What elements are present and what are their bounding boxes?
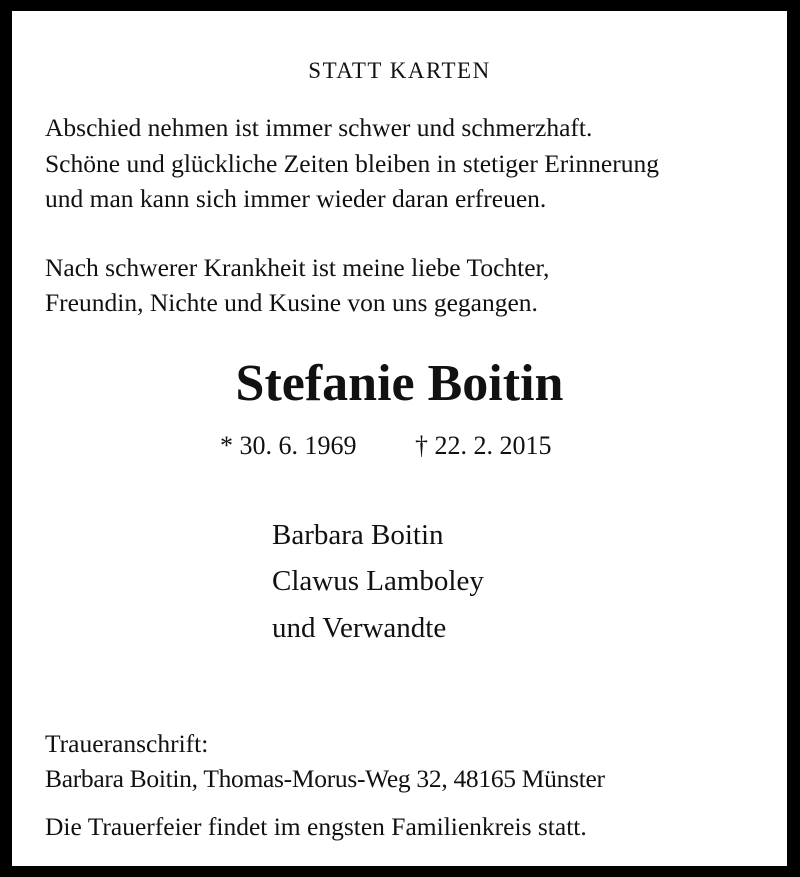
birth-date: * 30. 6. 1969: [220, 431, 357, 460]
address-label: Traueranschrift:: [45, 729, 209, 758]
mourner: Barbara Boitin: [272, 519, 444, 551]
mourner: Clawus Lamboley: [272, 565, 484, 597]
paragraph-line: Freundin, Nichte und Kusine von uns gegangen.: [45, 288, 538, 317]
ceremony-note: Die Trauerfeier findet im engsten Familienkreis statt.: [45, 812, 587, 841]
death-date: † 22. 2. 2015: [415, 431, 552, 460]
deceased-name: Stefanie Boitin: [235, 355, 564, 412]
address: Barbara Boitin, Thomas-Morus-Weg 32, 48165 Münster: [45, 764, 605, 793]
paragraph-line: Schöne und glückliche Zeiten bleiben in stetiger Erinnerung: [45, 149, 659, 178]
paragraph-line: und man kann sich immer wieder daran erfreuen.: [45, 184, 547, 213]
mourner: und Verwandte: [272, 612, 447, 644]
paragraph-line: Nach schwerer Krankheit ist meine liebe Tochter,: [45, 253, 550, 282]
obituary-notice: [12, 11, 787, 866]
header: STATT KARTEN: [308, 58, 491, 83]
paragraph-line: Abschied nehmen ist immer schwer und schmerzhaft.: [45, 113, 593, 142]
